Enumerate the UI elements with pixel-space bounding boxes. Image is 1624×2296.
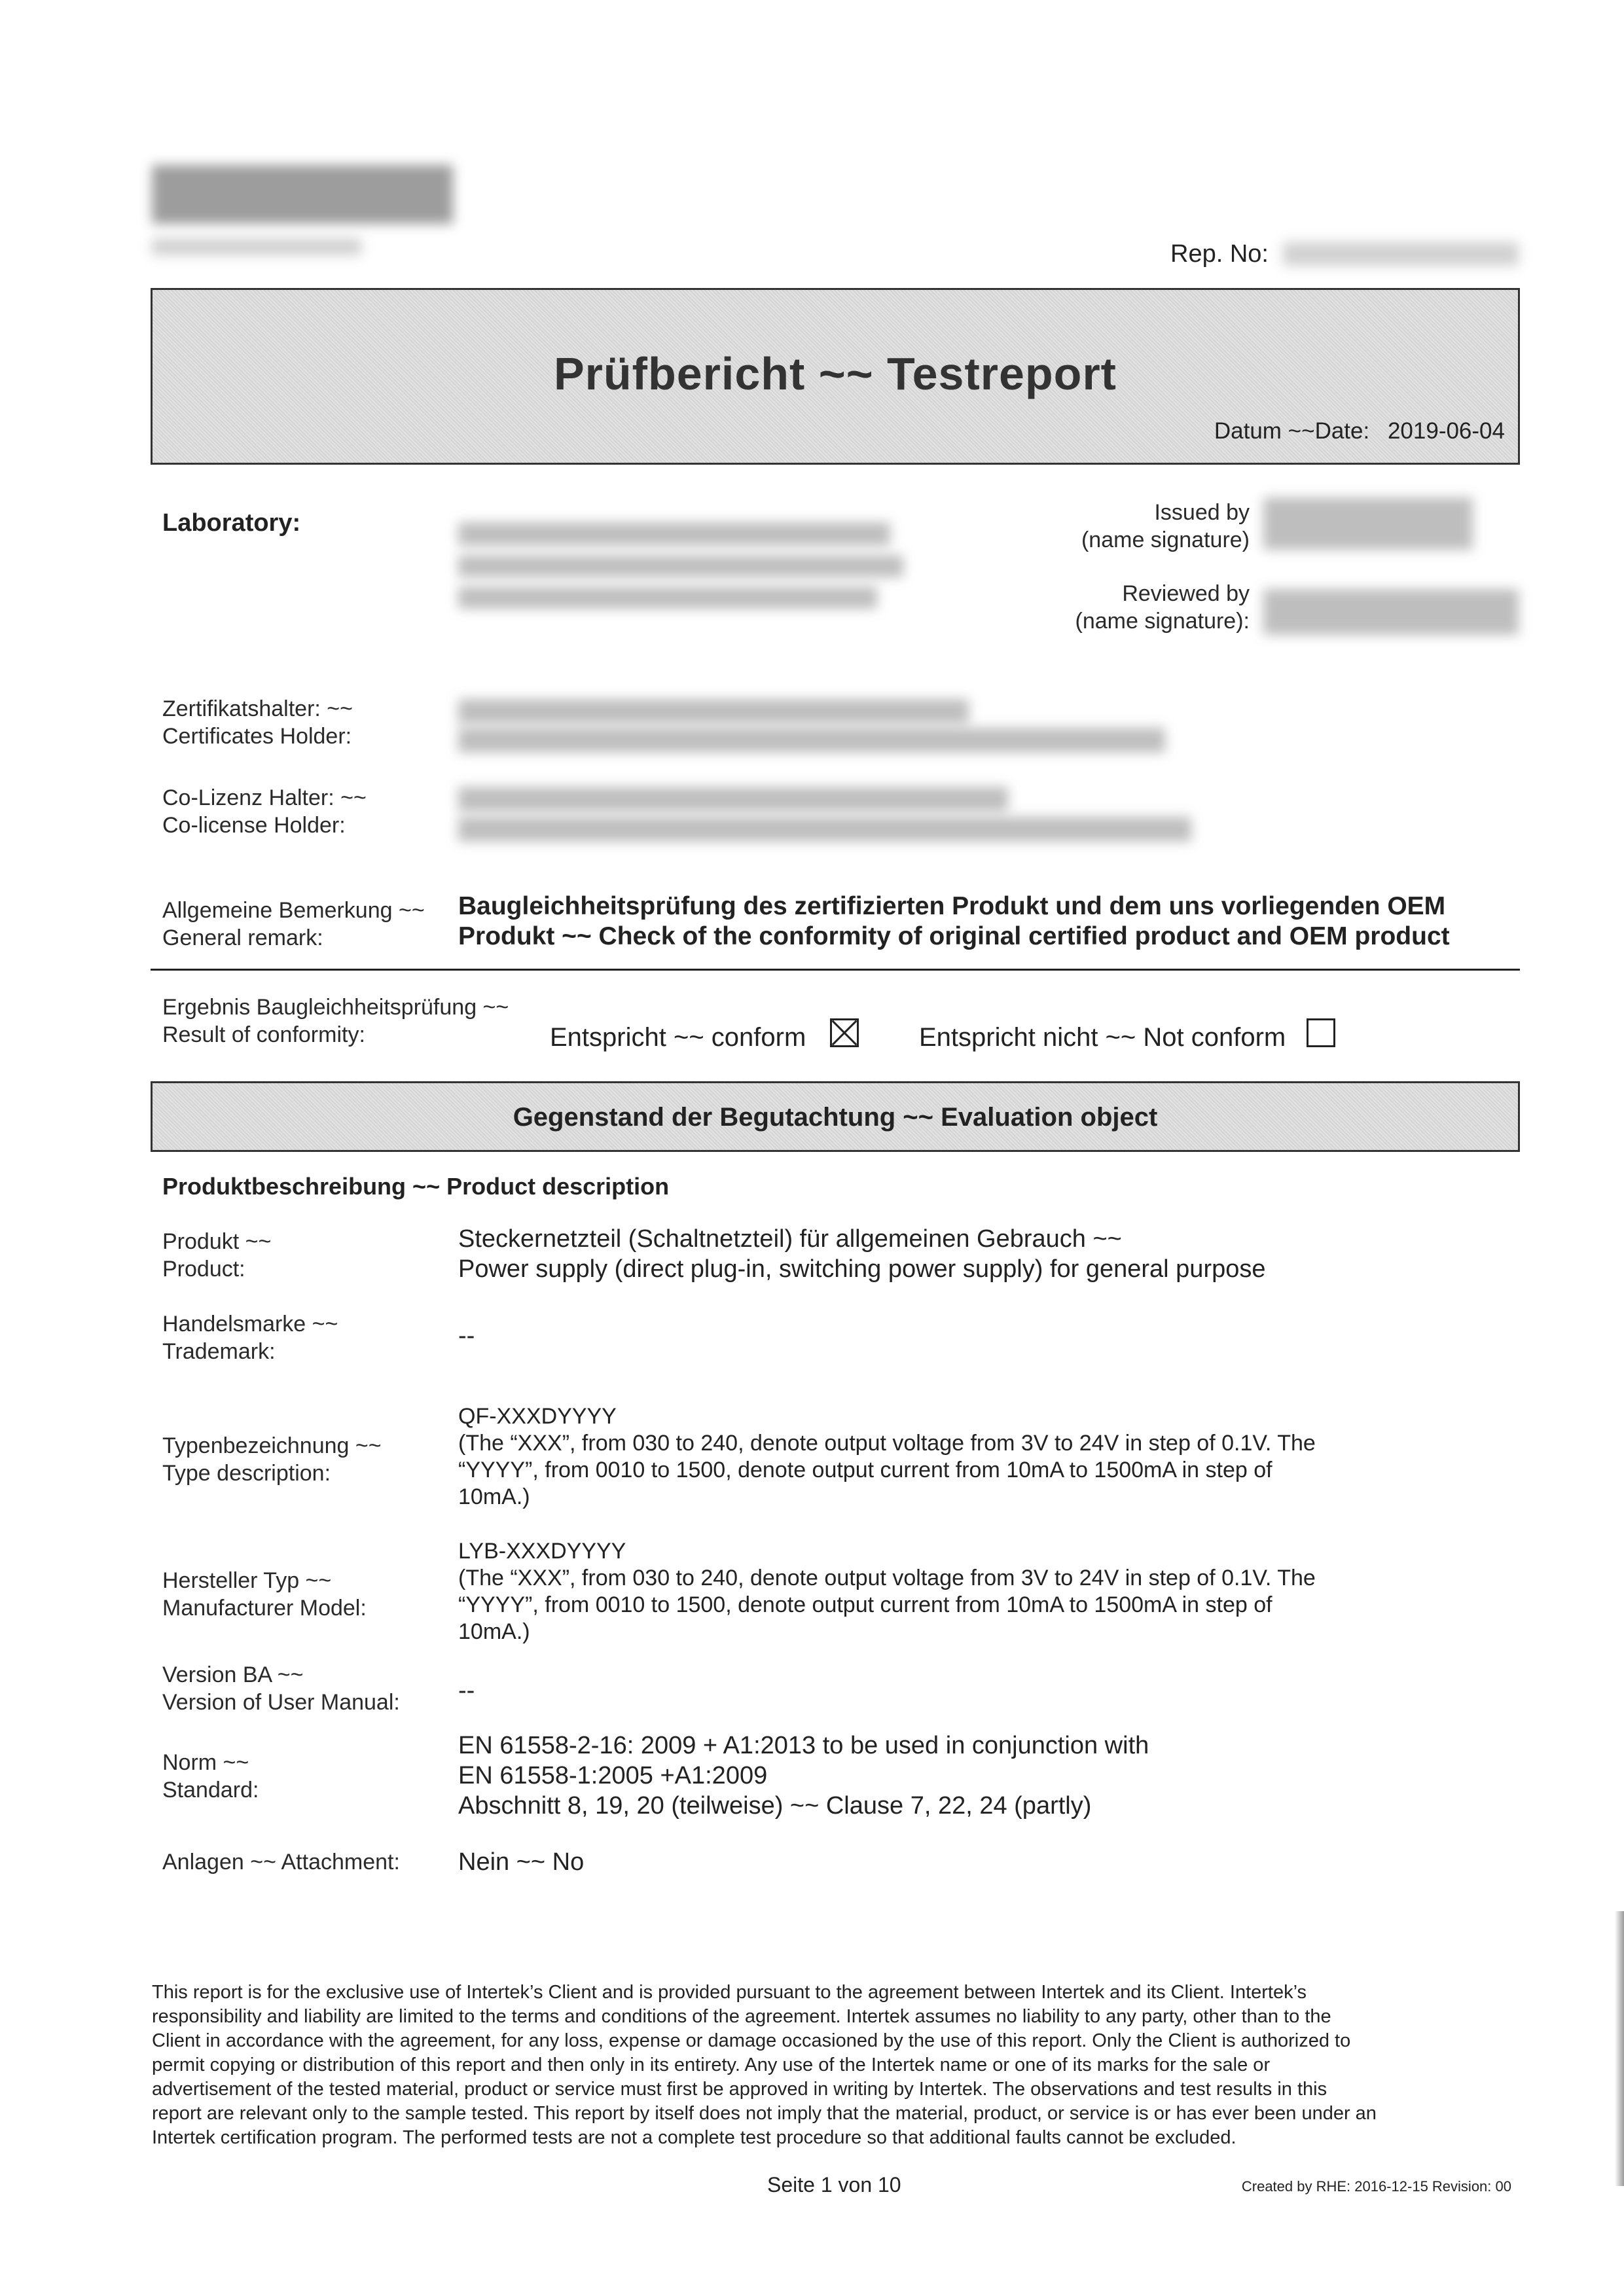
standard-label-de: Norm ~~ xyxy=(162,1750,249,1775)
manufacturer-model-value xyxy=(458,1538,1316,1645)
certificates-holder-label-de: Zertifikatshalter: ~~ xyxy=(162,696,353,721)
certificates-holder-redacted-2 xyxy=(458,728,1165,753)
colicense-holder-label-en: Co-license Holder: xyxy=(162,813,346,838)
disclaimer-line: Intertek certification program. The performed tests are not a complete test procedure so that additional faults cannot be excluded. xyxy=(152,2127,1236,2148)
attachment-label: Anlagen ~~ Attachment: xyxy=(162,1850,400,1874)
trademark-value: -- xyxy=(458,1322,475,1350)
certificates-holder-label-en: Certificates Holder: xyxy=(162,724,352,749)
standard-label-en: Standard: xyxy=(162,1778,259,1803)
issued-by-signature-redacted xyxy=(1263,497,1473,550)
standard-label xyxy=(162,1749,259,1804)
title-box xyxy=(151,288,1520,465)
type-description-line: QF-XXXDYYYY xyxy=(458,1404,617,1429)
evaluation-object-box xyxy=(151,1081,1520,1152)
issued-by-label xyxy=(1081,499,1250,554)
laboratory-redacted-3 xyxy=(458,586,877,609)
colicense-holder-label xyxy=(162,784,367,839)
page-number: Seite 1 von 10 xyxy=(767,2173,901,2197)
manufacturer-model-label-de: Hersteller Typ ~~ xyxy=(162,1568,332,1593)
type-description-line: (The “XXX”, from 030 to 240, denote output voltage from 3V to 24V in step of 0.1V. The xyxy=(458,1431,1316,1456)
legal-disclaimer xyxy=(152,1981,1520,2150)
type-description-label-en: Type description: xyxy=(162,1461,331,1486)
product-value-en: Power supply (direct plug-in, switching power supply) for general purpose xyxy=(458,1255,1266,1283)
disclaimer-line: advertisement of the tested material, product or service must first be approved in writing by Intertek. The observations and test results in this xyxy=(152,2079,1327,2100)
type-description-label xyxy=(162,1432,382,1487)
conform-option-label: Entspricht ~~ conform xyxy=(550,1023,806,1052)
manufacturer-model-label xyxy=(162,1567,367,1622)
product-label-en: Product: xyxy=(162,1257,245,1282)
type-description-line: 10mA.) xyxy=(458,1484,530,1509)
evaluation-object-heading: Gegenstand der Begutachtung ~~ Evaluation object xyxy=(513,1103,1158,1132)
not-conform-checkbox[interactable] xyxy=(1307,1018,1335,1047)
disclaimer-line: permit copying or distribution of this report and then only in its entirety. Any use of the Intertek name or one of its marks for the sale or xyxy=(152,2054,1271,2075)
conformity-label xyxy=(162,994,509,1049)
conform-checkbox[interactable] xyxy=(830,1018,859,1047)
manufacturer-model-label-en: Manufacturer Model: xyxy=(162,1596,367,1621)
manufacturer-model-line: LYB-XXXDYYYY xyxy=(458,1539,626,1564)
not-conform-option-label: Entspricht nicht ~~ Not conform xyxy=(919,1023,1286,1052)
trademark-label-en: Trademark: xyxy=(162,1339,276,1364)
certificates-holder-label xyxy=(162,695,353,750)
manufacturer-model-line: (The “XXX”, from 030 to 240, denote output voltage from 3V to 24V in step of 0.1V. The xyxy=(458,1566,1316,1590)
product-description-heading: Produktbeschreibung ~~ Product description xyxy=(162,1173,670,1200)
type-description-line: “YYYY”, from 0010 to 1500, denote output current from 10mA to 1500mA in step of xyxy=(458,1458,1272,1482)
colicense-holder-redacted-2 xyxy=(458,817,1191,842)
standard-value xyxy=(458,1731,1149,1821)
issued-by-line-2: (name signature) xyxy=(1081,528,1250,552)
standard-line: Abschnitt 8, 19, 20 (teilweise) ~~ Clause 7, 22, 24 (partly) xyxy=(458,1792,1092,1820)
reviewed-by-line-2: (name signature): xyxy=(1075,609,1250,634)
disclaimer-line: report are relevant only to the sample tested. This report by itself does not imply that the material, product, or service is or has ever been under an xyxy=(152,2103,1377,2124)
product-label-de: Produkt ~~ xyxy=(162,1229,272,1254)
type-description-label-de: Typenbezeichnung ~~ xyxy=(162,1433,382,1458)
general-remark-label xyxy=(162,897,425,952)
trademark-label-de: Handelsmarke ~~ xyxy=(162,1312,338,1336)
reviewed-by-line-1: Reviewed by xyxy=(1122,581,1250,606)
section-divider xyxy=(151,969,1520,971)
disclaimer-line: This report is for the exclusive use of Intertek’s Client and is provided pursuant to the agreement between Intertek and its Client. Intertek’s xyxy=(152,1982,1307,2003)
colicense-holder-label-de: Co-Lizenz Halter: ~~ xyxy=(162,785,367,810)
general-remark-value xyxy=(458,891,1450,952)
date-value: 2019-06-04 xyxy=(1387,418,1505,444)
general-remark-value-line-1: Baugleichheitsprüfung des zertifizierten Produkt und dem uns vorliegenden OEM xyxy=(458,892,1446,920)
laboratory-redacted-2 xyxy=(458,555,903,577)
date-label: Datum ~~Date: xyxy=(1214,418,1370,444)
scan-edge-shadow xyxy=(1615,1911,1624,2186)
user-manual-version-label-de: Version BA ~~ xyxy=(162,1662,304,1687)
company-logo xyxy=(152,157,453,262)
general-remark-label-en: General remark: xyxy=(162,925,323,950)
standard-line: EN 61558-1:2005 +A1:2009 xyxy=(458,1762,768,1789)
conformity-label-de: Ergebnis Baugleichheitsprüfung ~~ xyxy=(162,995,509,1020)
date-row xyxy=(1214,418,1505,444)
created-by-revision: Created by RHE: 2016-12-15 Revision: 00 xyxy=(1241,2178,1511,2195)
reviewed-by-label xyxy=(1075,580,1250,635)
disclaimer-line: Client in accordance with the agreement, for any loss, expense or damage occasioned by the use of this report. Only the Client is authorized to xyxy=(152,2030,1351,2051)
standard-line: EN 61558-2-16: 2009 + A1:2013 to be used in conjunction with xyxy=(458,1732,1149,1759)
reviewed-by-signature-redacted xyxy=(1263,589,1519,635)
manufacturer-model-line: “YYYY”, from 0010 to 1500, denote output current from 10mA to 1500mA in step of xyxy=(458,1592,1272,1617)
conformity-label-en: Result of conformity: xyxy=(162,1022,365,1047)
rep-no-label: Rep. No: xyxy=(1170,240,1269,268)
colicense-holder-redacted-1 xyxy=(458,787,1008,812)
issued-by-line-1: Issued by xyxy=(1154,500,1250,525)
trademark-label xyxy=(162,1310,338,1365)
report-title: Prüfbericht ~~ Testreport xyxy=(553,348,1117,399)
attachment-value: Nein ~~ No xyxy=(458,1848,585,1876)
product-value xyxy=(458,1224,1266,1284)
user-manual-version-label-en: Version of User Manual: xyxy=(162,1690,400,1715)
type-description-value xyxy=(458,1403,1316,1511)
manufacturer-model-line: 10mA.) xyxy=(458,1619,530,1644)
general-remark-label-de: Allgemeine Bemerkung ~~ xyxy=(162,898,425,923)
product-label xyxy=(162,1228,271,1283)
user-manual-version-value: -- xyxy=(458,1677,475,1704)
general-remark-value-line-2: Produkt ~~ Check of the conformity of original certified product and OEM product xyxy=(458,922,1450,950)
product-value-de: Steckernetzteil (Schaltnetzteil) für allgemeinen Gebrauch ~~ xyxy=(458,1225,1122,1253)
laboratory-redacted-1 xyxy=(458,522,890,546)
user-manual-version-label xyxy=(162,1661,400,1716)
laboratory-label: Laboratory: xyxy=(162,509,301,537)
rep-no-value-redacted xyxy=(1283,242,1519,266)
certificates-holder-redacted-1 xyxy=(458,699,969,724)
disclaimer-line: responsibility and liability are limited to the terms and conditions of the agreement. Intertek assumes no liability to any party, other than to the xyxy=(152,2006,1331,2027)
